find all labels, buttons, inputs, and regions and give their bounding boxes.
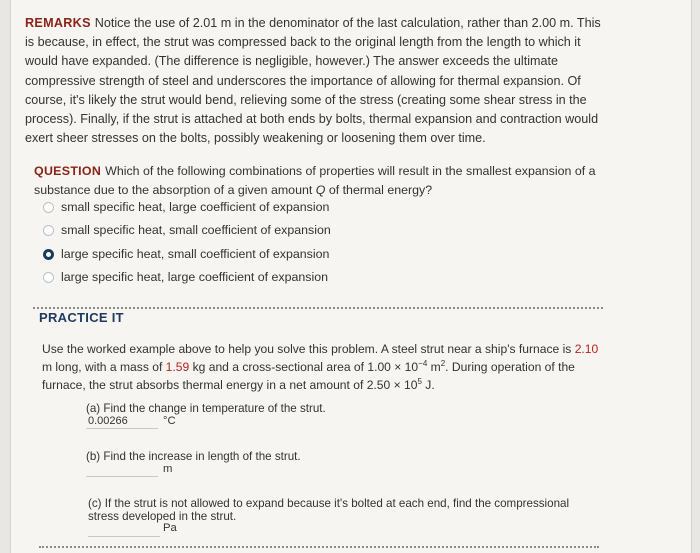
- part-a-answer-input[interactable]: 0.00266: [86, 414, 158, 429]
- option-1[interactable]: [43, 197, 329, 217]
- radio-button-option-4[interactable]: [43, 272, 54, 283]
- variable-q: Q: [315, 182, 326, 197]
- part-c-answer-input[interactable]: [88, 522, 160, 537]
- option-label: large specific heat, small coefficient of expansion: [61, 247, 330, 261]
- part-a-label: (a) Find the change in temperature of the strut.: [86, 402, 326, 415]
- practice-title: PRACTICE IT: [39, 310, 124, 325]
- part-c-unit: Pa: [163, 522, 177, 534]
- option-2[interactable]: [43, 220, 331, 240]
- radio-button-option-2[interactable]: [43, 225, 54, 236]
- remarks-line: Notice the use of 2.01 m in the denominator of the last calculation, rather than 2.00 m. This: [94, 16, 601, 30]
- remarks-line: process). Finally, if the strut is attached at both ends by bolts, thermal expansion and contraction would: [25, 112, 599, 127]
- part-b-unit: m: [163, 463, 173, 475]
- question-label: QUESTION: [34, 164, 102, 178]
- option-4[interactable]: [43, 267, 328, 287]
- radio-button-option-1[interactable]: [43, 202, 54, 213]
- remarks-line: would have expanded. (The difference is negligible, however.) The answer exceeds the ultimate: [25, 54, 558, 69]
- section-divider: [33, 307, 603, 309]
- length-value: 2.10: [574, 342, 599, 356]
- part-c-label-2: stress developed in the strut.: [88, 510, 237, 523]
- remarks-line: exert sheer stresses on the bolts, possibly weakening or loosening them over time.: [25, 131, 486, 146]
- content-panel: [10, 0, 692, 553]
- question-block: [34, 162, 654, 199]
- part-c-label: (c) If the strut is not allowed to expand because it's bolted at each end, find the compressional: [88, 497, 570, 510]
- bottom-divider: [39, 546, 599, 548]
- part-a-unit: °C: [163, 415, 176, 427]
- part-b-answer-input[interactable]: [86, 462, 158, 477]
- remarks-line: course, it's likely the strut would bend, relieving some of the stress (creating some shear stress in the: [25, 92, 587, 107]
- remarks-line: compressive strength of steel and underscores the importance of allowing for thermal expansion. Of: [25, 73, 581, 88]
- mass-value: 1.59: [165, 360, 190, 374]
- remarks-block: [25, 14, 665, 148]
- part-b-label: (b) Find the increase in length of the strut.: [86, 450, 301, 463]
- radio-button-option-3-selected[interactable]: [43, 249, 54, 260]
- question-text: Which of the following combinations of properties will result in the smallest expansion of a: [105, 164, 596, 178]
- remarks-label: REMARKS: [25, 16, 91, 30]
- option-label: small specific heat, large coefficient of expansion: [61, 200, 330, 214]
- remarks-line: is because, in effect, the strut was compressed back to the original length from the length to which it: [25, 35, 581, 50]
- practice-problem-text: Use the worked example above to help you solve this problem. A steel strut near a ship's furnace is 2.10 m long, with a mass of 1.59 kg and a cross-sectional area of $1.00 \times 10^{-4}$ $m^2$. During operation of the furnace, the strut absorbs thermal energy in a net amount of $2.50 \times 10^5$ J.: [42, 342, 599, 392]
- option-label: small specific heat, small coefficient of expansion: [61, 223, 331, 237]
- question-text-2: substance due to the absorption of a given amount Q of thermal energy?: [34, 182, 433, 197]
- option-label: large specific heat, large coefficient of expansion: [61, 270, 329, 284]
- option-3[interactable]: [43, 244, 329, 264]
